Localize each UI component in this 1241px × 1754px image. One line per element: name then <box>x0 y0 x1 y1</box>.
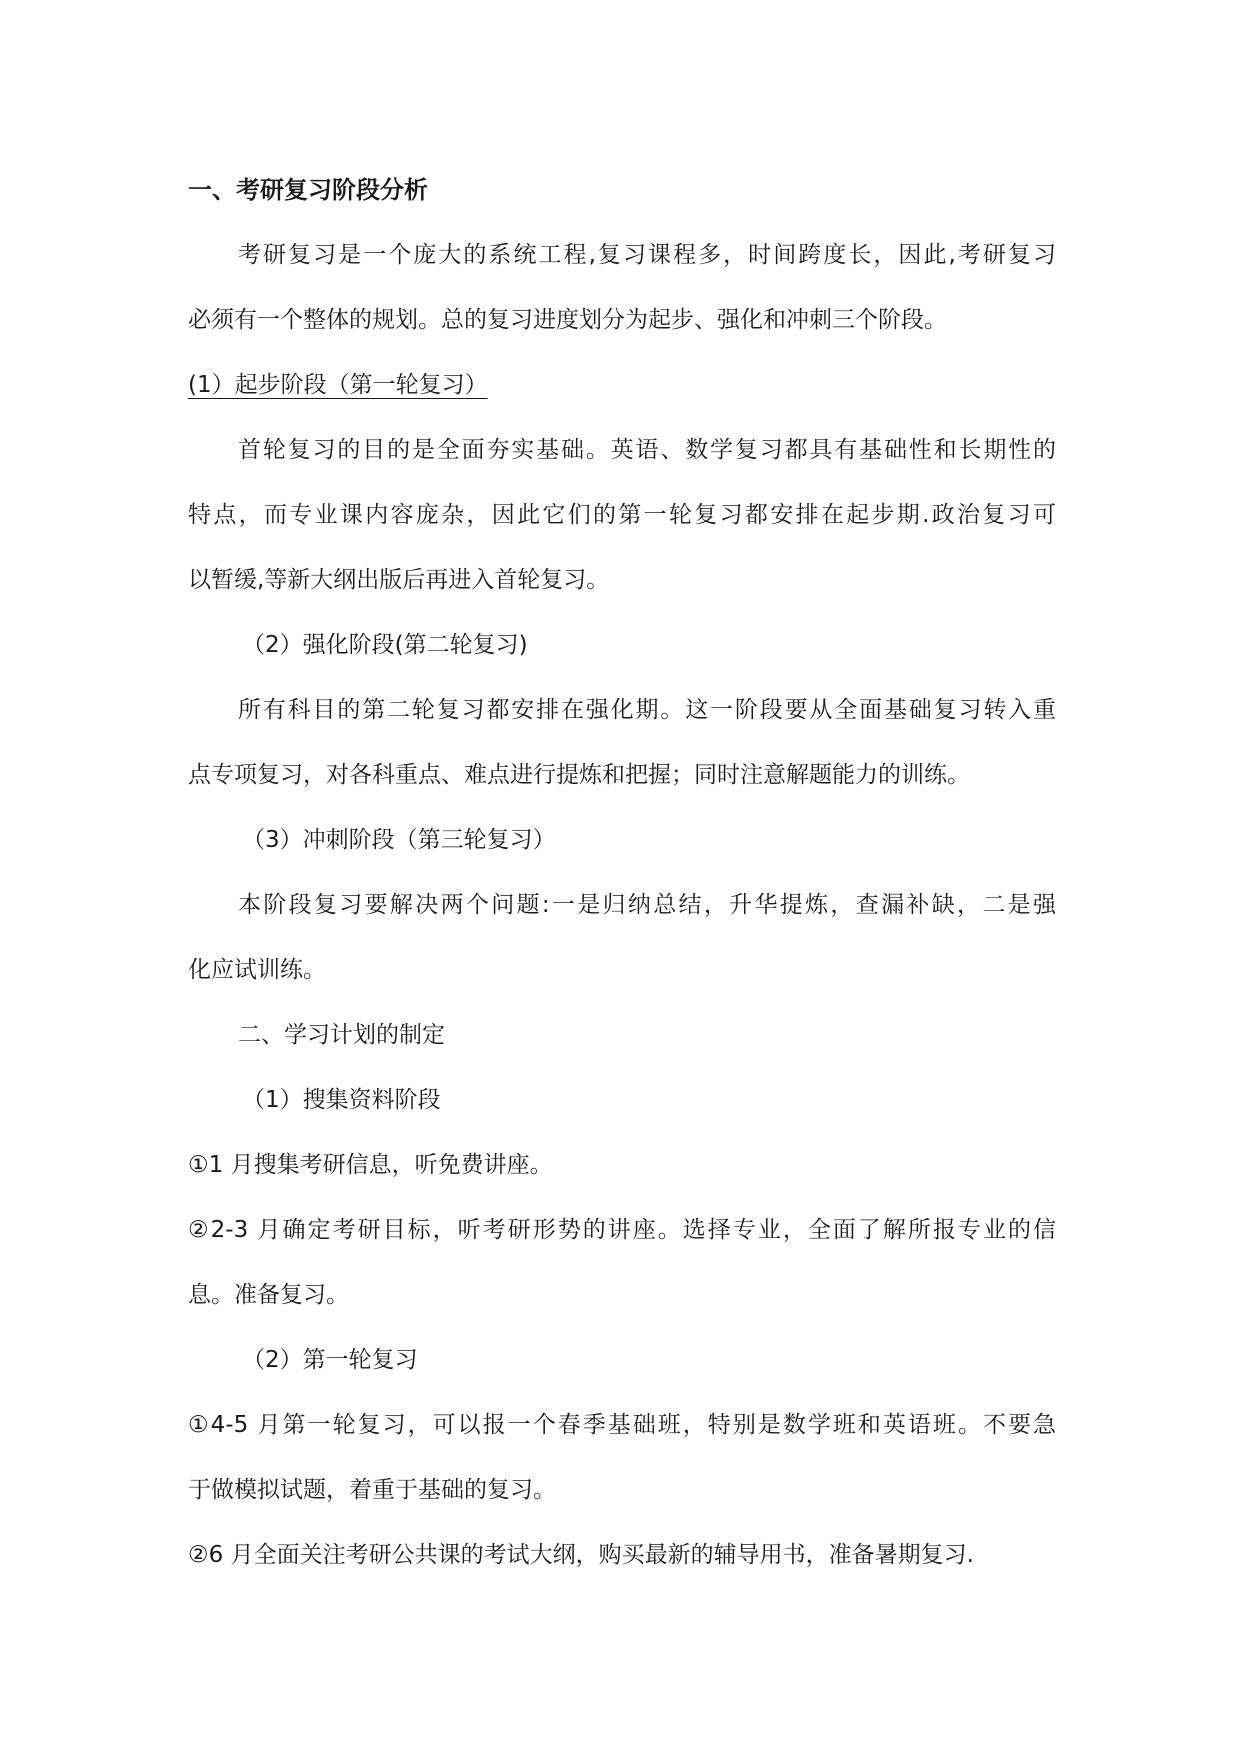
paragraph-line: 首轮复习的目的是全面夯实基础。英语、数学复习都具有基础性和长期性的 <box>238 437 1056 463</box>
stage2-title: （2）强化阶段(第二轮复习) <box>242 632 528 658</box>
document-page <box>188 158 1056 1588</box>
list-item: ②2-3 月确定考研目标，听考研形势的讲座。选择专业，全面了解所报专业的信 <box>188 1217 1056 1243</box>
paragraph-line: 点专项复习，对各科重点、难点进行提炼和把握；同时注意解题能力的训练。 <box>188 762 970 788</box>
stage1-title-text: (1）起步阶段（第一轮复习） <box>188 372 488 398</box>
paragraph-line: 特点，而专业课内容庞杂，因此它们的第一轮复习都安排在起步期.政治复习可 <box>188 502 1056 528</box>
list-item-continuation: 于做模拟试题，着重于基础的复习。 <box>188 1477 556 1503</box>
stage3-title: （3）冲刺阶段（第三轮复习） <box>242 827 556 853</box>
paragraph-line: 化应试训练。 <box>188 957 326 983</box>
section-heading-2: 二、学习计划的制定 <box>238 1022 445 1048</box>
list-item: ①1 月搜集考研信息，听免费讲座。 <box>188 1152 553 1178</box>
list-item: ①4-5 月第一轮复习，可以报一个春季基础班，特别是数学班和英语班。不要急 <box>188 1412 1056 1438</box>
paragraph-line: 以暂缓,等新大纲出版后再进入首轮复习。 <box>188 567 610 593</box>
list-item-continuation: 息。准备复习。 <box>188 1282 349 1308</box>
stage1-title <box>188 353 1056 418</box>
paragraph-line: 考研复习是一个庞大的系统工程,复习课程多，时间跨度长，因此,考研复习 <box>238 242 1056 268</box>
paragraph-line: 所有科目的第二轮复习都安排在强化期。这一阶段要从全面基础复习转入重 <box>238 697 1056 723</box>
paragraph-line: 必须有一个整体的规划。总的复习进度划分为起步、强化和冲刺三个阶段。 <box>188 307 947 333</box>
part1-title: （1）搜集资料阶段 <box>242 1087 441 1113</box>
list-item: ②6 月全面关注考研公共课的考试大纲，购买最新的辅导用书，准备暑期复习. <box>188 1542 974 1568</box>
section-heading-1: 一、考研复习阶段分析 <box>188 176 428 204</box>
part2-title: （2）第一轮复习 <box>242 1347 418 1373</box>
paragraph-line: 本阶段复习要解决两个问题:一是归纳总结，升华提炼，查漏补缺，二是强 <box>238 892 1056 918</box>
